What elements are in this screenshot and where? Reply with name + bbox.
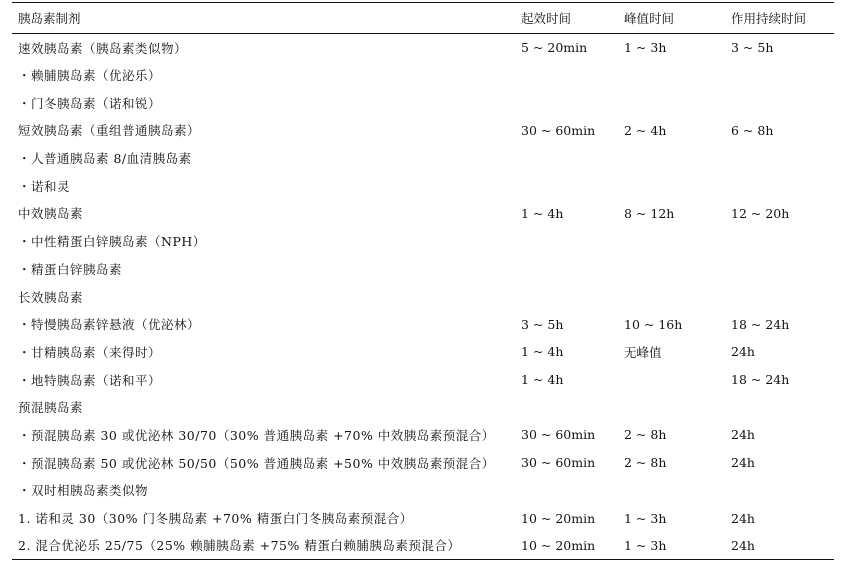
cell-onset [515,477,618,505]
cell-peak: 1 ~ 3h [624,40,667,56]
table-row [12,283,834,311]
table-row [12,421,834,449]
header-duration: 作用持续时间 [725,3,834,34]
cell-preparation: 速效胰岛素（胰岛素类似物） [18,40,188,56]
cell-duration [725,172,834,200]
cell-peak [618,144,725,172]
table-row [12,477,834,505]
cell-peak [618,477,725,505]
table-row [12,172,834,200]
cell-peak: 8 ~ 12h [624,205,675,221]
table-row [12,144,834,172]
cell-preparation: 预混胰岛素 [18,400,84,416]
cell-onset: 1 ~ 4h [521,344,564,360]
cell-duration: 24h [731,427,755,443]
cell-duration [725,61,834,89]
cell-preparation: ・人普通胰岛素 8/血清胰岛素 [18,151,192,167]
cell-duration: 24h [731,344,755,360]
cell-peak [618,255,725,283]
table-row [12,227,834,255]
table-body [12,34,834,560]
cell-onset [515,393,618,421]
cell-onset: 30 ~ 60min [521,122,596,138]
cell-preparation: ・中性精蛋白锌胰岛素（NPH） [18,234,206,250]
cell-onset [515,89,618,117]
cell-peak: 2 ~ 8h [624,455,667,471]
cell-duration [725,144,834,172]
cell-duration: 6 ~ 8h [731,122,774,138]
cell-preparation: ・预混胰岛素 30 或优泌林 30/70（30% 普通胰岛素 +70% 中效胰岛素预混合） [18,427,495,443]
cell-preparation: 2. 混合优泌乐 25/75（25% 赖脯胰岛素 +75% 精蛋白赖脯胰岛素预混合） [12,532,515,560]
cell-peak: 1 ~ 3h [618,532,725,560]
cell-duration: 24h [731,510,755,526]
cell-peak [618,393,725,421]
cell-preparation: ・甘精胰岛素（来得时） [18,344,162,360]
table-row [12,200,834,228]
table-row [12,89,834,117]
cell-onset [515,61,618,89]
table-row [12,61,834,89]
cell-peak [618,172,725,200]
cell-onset: 30 ~ 60min [521,455,596,471]
cell-onset [515,283,618,311]
cell-onset [515,172,618,200]
cell-peak [618,89,725,117]
cell-peak [618,366,725,394]
cell-preparation: ・预混胰岛素 50 或优泌林 50/50（50% 普通胰岛素 +50% 中效胰岛素预混合） [18,455,495,471]
cell-preparation: 短效胰岛素（重组普通胰岛素） [18,123,201,139]
cell-duration: 24h [731,455,755,471]
cell-onset: 3 ~ 5h [521,316,564,332]
cell-preparation: ・门冬胰岛素（诺和锐） [18,95,162,111]
table-row [12,117,834,145]
header-row [12,3,834,34]
table-row [12,504,834,532]
cell-onset: 10 ~ 20min [521,510,596,526]
cell-duration [725,477,834,505]
cell-preparation: ・诺和灵 [18,178,71,194]
cell-onset: 30 ~ 60min [521,427,596,443]
cell-duration [725,283,834,311]
cell-preparation: 中效胰岛素 [18,206,84,222]
cell-preparation: ・精蛋白锌胰岛素 [18,261,123,277]
cell-onset [515,227,618,255]
cell-peak [618,227,725,255]
cell-peak [618,61,725,89]
cell-duration [725,89,834,117]
table-row [12,34,834,62]
cell-preparation: ・地特胰岛素（诺和平） [18,372,162,388]
header-preparation: 胰岛素制剂 [12,3,515,34]
cell-peak [618,283,725,311]
table-row [12,532,834,560]
cell-duration [725,227,834,255]
cell-peak: 2 ~ 4h [624,122,667,138]
cell-onset: 10 ~ 20min [515,532,618,560]
cell-preparation: 长效胰岛素 [18,289,84,305]
cell-duration: 12 ~ 20h [731,205,790,221]
table-header [12,3,834,34]
cell-duration: 18 ~ 24h [731,372,790,388]
cell-peak: 10 ~ 16h [624,316,683,332]
table-row [12,449,834,477]
cell-preparation: ・双时相胰岛素类似物 [18,483,149,499]
cell-onset: 1 ~ 4h [521,205,564,221]
table-row [12,255,834,283]
insulin-table [12,2,834,560]
cell-duration: 24h [725,532,834,560]
cell-preparation: 1. 诺和灵 30（30% 门冬胰岛素 +70% 精蛋白门冬胰岛素预混合） [18,511,413,527]
cell-preparation: ・特慢胰岛素锌悬液（优泌林） [18,317,201,333]
cell-peak: 1 ~ 3h [624,510,667,526]
cell-onset [515,144,618,172]
cell-onset: 1 ~ 4h [521,372,564,388]
table-row [12,310,834,338]
header-peak: 峰值时间 [618,3,725,34]
table-row [12,366,834,394]
table-row [12,338,834,366]
cell-duration: 18 ~ 24h [731,316,790,332]
cell-duration [725,255,834,283]
header-onset: 起效时间 [515,3,618,34]
cell-onset [515,255,618,283]
cell-preparation: ・赖脯胰岛素（优泌乐） [18,68,162,84]
cell-duration: 3 ~ 5h [731,40,774,56]
table-row [12,393,834,421]
cell-duration [725,393,834,421]
cell-peak: 2 ~ 8h [624,427,667,443]
cell-onset: 5 ~ 20min [521,40,588,56]
cell-peak: 无峰值 [624,344,662,360]
